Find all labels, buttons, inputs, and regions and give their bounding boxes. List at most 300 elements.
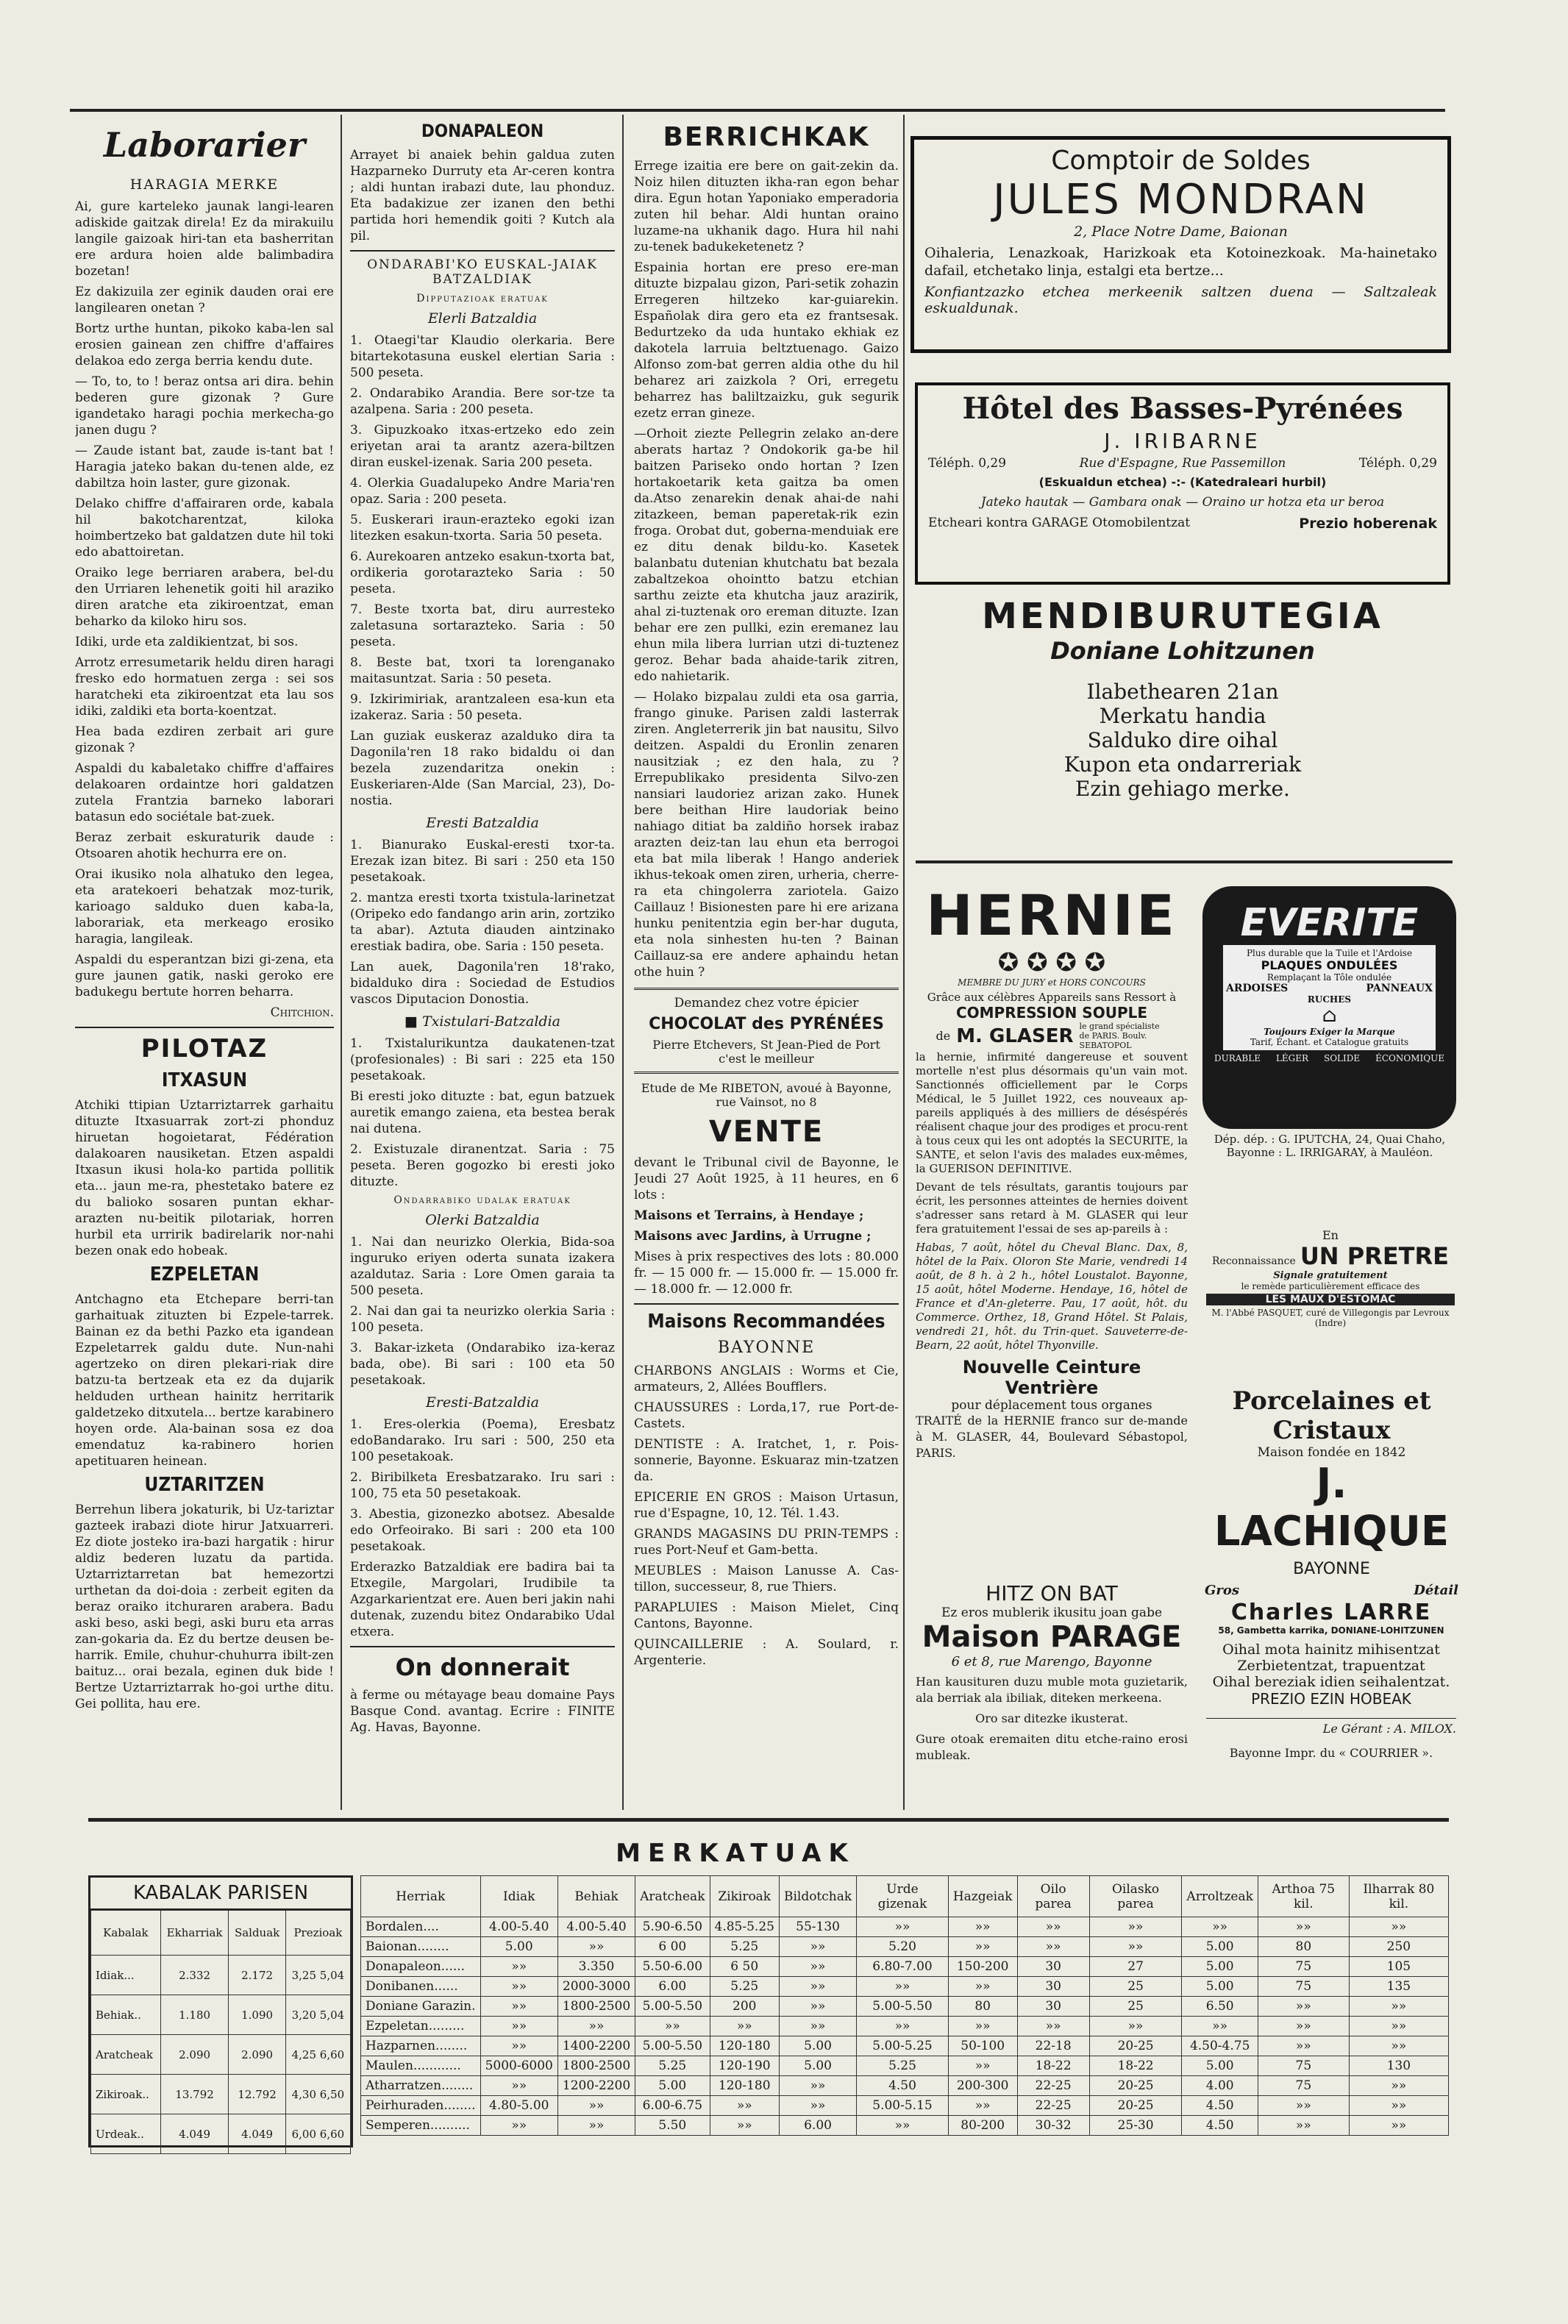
table-cell: 22-18: [1017, 2036, 1089, 2056]
list-item: 3. Gipuzkoako itxas-ertzeko edo zein eriyetan arai ta arantz azera-biltzen diran euskel-izenak. Saria 200 peseta.: [350, 423, 615, 470]
ad-text: Gros: [1205, 1583, 1239, 1598]
paragraph: Antchagno eta Etchepare berri-tan garhaituak zituzten bi Ezpele-tarrek. Bainan ez da bethi Pazko eta igandean Ezpeletarrek galdu dute. Nun-nahi agertzeko on diren plekari-riak dire batzu-ta bertzeak eta ez da dujarik helduden urthean hainitz herritarik galdetzeko ditxutela... bertze karabinero hoyen orde. Ala-bainan sosa ez doa emendatuz ka-rabinero horien apetituaren heinean.: [75, 1292, 334, 1469]
table-cell: 4.50: [857, 2076, 949, 2096]
table-cell: 5.00-5.25: [857, 2036, 949, 2056]
ad-text: Pierre Etchevers, St Jean-Pied de Port: [652, 1038, 880, 1052]
table-cell: 4.049: [160, 2114, 229, 2154]
ad-title: Hôtel des Basses-Pyrénées: [962, 391, 1403, 426]
table-cell: »»: [948, 2096, 1017, 2116]
paragraph: Maisons et Terrains, à Hendaye ;: [634, 1208, 864, 1223]
table-cell: »»: [948, 1977, 1017, 1997]
table-cell: 75: [1258, 2076, 1349, 2096]
divider: [916, 860, 1453, 863]
table-cell: »»: [779, 2076, 856, 2096]
table-cell: 4.00-5.40: [480, 1917, 557, 1937]
list-item: 5. Euskerari iraun-erazteko egoki izan litezken esakun-txorta. Saria 50 peseta.: [350, 513, 615, 543]
section-title: DONAPALEON: [421, 121, 544, 141]
table-cell: 5.25: [635, 2056, 710, 2076]
table-cell: »»: [1258, 2116, 1349, 2136]
table-cell: 4.80-5.00: [480, 2096, 557, 2116]
ad-text: Tarif, Échant. et Catalogue gratuits: [1250, 1037, 1409, 1047]
address: Rue d'Espagne, Rue Passemillon: [1079, 456, 1286, 471]
table-cell: 130: [1349, 2056, 1448, 2076]
column-donapaleon: [350, 118, 615, 1817]
sub-heading-label: Txistulari-Batzaldia: [422, 1013, 560, 1030]
list-item: MEUBLES : Maison Lanusse A. Cas-tillon, successeur, 8, rue Thiers.: [634, 1564, 899, 1594]
table-cell: »»: [1258, 2036, 1349, 2056]
ad-title: HITZ ON BAT: [986, 1581, 1118, 1605]
sub-heading: HARAGIA MERKE: [129, 177, 279, 193]
ad-text: Oihal bereziak idien seihalentzat.: [1212, 1674, 1450, 1690]
ad-text: 6 et 8, rue Marengo, Bayonne: [951, 1654, 1152, 1669]
list-item: 1. Nai dan neurizko Olerkia, Bida-soa inguruko eriyen oderta sunata izakera azaldutaz. Saria : Lore Omen garaia ta 500 peseta.: [350, 1235, 615, 1298]
ad-title: J. IRIBARNE: [1104, 429, 1261, 453]
table-cell: »»: [1017, 1917, 1089, 1937]
roof-icon: ⌂: [1322, 1005, 1337, 1027]
table-cell: »»: [1349, 2076, 1448, 2096]
column-header: Aratcheak: [635, 1876, 710, 1917]
ad-text: Merkatu handia: [1099, 704, 1266, 728]
list-item: 3. Bakar-izketa (Ondarabiko iza-keraz bada, obe). Bi sari : 100 eta 50 pesetakoak.: [350, 1341, 615, 1388]
ad-text: Oihal mota hainitz mihisentzat: [1222, 1642, 1440, 1658]
table-cell: 4,30 6,50: [285, 2075, 350, 2114]
ad-text: SOLIDE: [1324, 1053, 1361, 1063]
table-cell: 4.50-4.75: [1182, 2036, 1258, 2056]
table-body: [361, 1917, 1449, 2136]
table-cell: 5.00: [480, 1937, 557, 1957]
column-header: Oilo parea: [1017, 1876, 1089, 1917]
list-item: CHARBONS ANGLAIS : Worms et Cie, armateurs, 2, Allées Boufflers.: [634, 1364, 899, 1394]
sub-heading: ITXASUN: [161, 1069, 248, 1091]
table-cell: 250: [1349, 1937, 1448, 1957]
table-cell: 5.50-6.00: [635, 1957, 710, 1977]
signature: Chitchion.: [270, 1005, 334, 1020]
table-cell: »»: [557, 2096, 635, 2116]
paragraph: Orai ikusiko nola alhatuko den legea, eta aratekoeri behatzak moz-turik, karioago salduko duen kaba-la, laborariak, eta merkeago erosiko haragia, langileak.: [75, 867, 334, 947]
ad-text: Plus durable que la Tuile et l'Ardoise: [1246, 948, 1413, 958]
table-cell: »»: [948, 2056, 1017, 2076]
table-cell: »»: [710, 2096, 779, 2116]
table-cell: 22-25: [1017, 2076, 1089, 2096]
table-cell: »»: [557, 2116, 635, 2136]
table-cell: »»: [948, 1937, 1017, 1957]
ad-text: la hernie, infirmité dangereuse et souvent mortelle n'est plus désormais qu'un vain mot. Sanctionnés officiellement par le Corps Médical, le 5 Juillet 1922, ces nouveaux ap-pareils appliqués à des milliers de déséspérés réalisent chaque jour des prodiges et procu-rent à tous ceux qui les ont adoptés la SECURITE, la SANTE, et selon l'avis des malades eux-mêmes, la GUERISON DEFINITIVE.: [916, 1050, 1188, 1175]
table-row: [361, 2076, 1449, 2096]
table-cell: »»: [779, 1937, 856, 1957]
paragraph: — Zaude istant bat, zaude is-tant bat ! Haragia jateko bakan du-tenen alde, ez dabiltza hoin laster, gure gizonak.: [75, 443, 334, 491]
table-cell: 5.00: [779, 2036, 856, 2056]
ad-text: 2, Place Notre Dame, Baionan: [1074, 224, 1288, 240]
table-cell: 5.00-5.15: [857, 2096, 949, 2116]
table-cell: 2.090: [229, 2035, 285, 2075]
table-cell: 18-22: [1017, 2056, 1089, 2076]
ad-title: M. GLASER: [956, 1024, 1074, 1047]
list-item: 2. Nai dan gai ta neurizko olerkia Saria : 100 peseta.: [350, 1304, 615, 1335]
table-cell: Peirhuraden........: [361, 2096, 481, 2116]
sub-heading: Dipputazioak eratuak: [416, 293, 549, 304]
prices-table: [360, 1875, 1449, 2136]
table-row: [361, 1977, 1449, 1997]
etude-header: Etude de Me RIBETON, avoué à Bayonne, rue Vainsot, no 8: [641, 1081, 892, 1109]
ad-text: Signale gratuitement: [1273, 1270, 1388, 1281]
table-cell: 6.80-7.00: [857, 1957, 949, 1977]
list-item: 4. Olerkia Guadalupeko Andre Maria'ren opaz. Saria : 200 peseta.: [350, 476, 615, 507]
list-item: 9. Izkirimiriak, arantzaleen esa-kun eta izakeraz. Saria : 50 peseta.: [350, 692, 615, 723]
table-cell: 1.090: [229, 1995, 285, 2035]
column-header: Kabalak: [91, 1911, 161, 1956]
everite-depot: Dép. dép. : G. IPUTCHA, 24, Quai Chaho, Bayonne : L. IRRIGARAY, à Mauléon.: [1214, 1133, 1446, 1159]
table-cell: »»: [857, 2017, 949, 2036]
table-cell: 18-22: [1089, 2056, 1182, 2076]
ad-text: de: [936, 1029, 951, 1043]
table-cell: 6,00 6,60: [285, 2114, 350, 2154]
table-cell: 30: [1017, 1977, 1089, 1997]
table-cell: 25: [1089, 1997, 1182, 2017]
ad-text: le grand spécialiste de PARIS. Boulv. SEBATOPOL: [1079, 1022, 1160, 1050]
table-cell: »»: [1349, 2036, 1448, 2056]
ad-title: Nouvelle Ceinture Ventrière: [962, 1357, 1141, 1398]
mondran-ad: [910, 136, 1451, 353]
table-cell: 75: [1258, 1977, 1349, 1997]
table-cell: 5.00: [635, 2076, 710, 2096]
column-divider: [341, 115, 342, 1810]
mendiburutegia-ad: [910, 596, 1455, 860]
table-cell: Donapaleon......: [361, 1957, 481, 1977]
table-cell: 30: [1017, 1997, 1089, 2017]
ad-text: Salduko dire oihal: [1087, 728, 1278, 752]
list-item: 2. mantza eresti txorta txistula-larinetzat (Oripeko edo fandango arin arin, zortziko ta abar). Aztuta diauden aintzinako erestiak badira, obe. Saria : 150 peseta.: [350, 891, 615, 954]
ad-text: Bayonne Impr. du « COURRIER ».: [1229, 1746, 1433, 1760]
paragraph: Ai, gure karteleko jaunak langi-learen adiskide gaitzak direla! Ez da mirakuilu langile gaizoak hiri-tan eta basherritan ere ardura hoien alde balimbadira bozetan!: [75, 199, 334, 279]
ad-text: c'est le meilleur: [719, 1052, 814, 1066]
ad-text: LÉGER: [1275, 1053, 1309, 1063]
table-cell: »»: [1182, 1917, 1258, 1937]
ad-text: Konfiantzazko etchea merkeenik saltzen duena — Saltzaleak eskualdunak.: [924, 284, 1437, 316]
ad-title: HERNIE: [926, 883, 1177, 948]
table-cell: 12.792: [229, 2075, 285, 2114]
ad-text: Prezio hoberenak: [1299, 516, 1437, 532]
paragraph: Erderazko Batzaldiak ere badira bai ta Etxegile, Margolari, Irudibile ta Azgarkarientzat ere. Auen beri jakin nahi dutenak, zuzendu bitez Ondarabiko Udal etxera.: [350, 1560, 615, 1639]
divider: [350, 250, 615, 252]
everite-panel: [1223, 945, 1436, 1050]
ad-text: En: [1322, 1228, 1339, 1242]
table-cell: 5.00: [779, 2056, 856, 2076]
everite-corners: [1202, 1050, 1456, 1066]
paragraph: Maisons avec Jardins, à Urrugne ;: [634, 1229, 872, 1244]
table-cell: 13.792: [160, 2075, 229, 2114]
table-cell: »»: [1089, 2017, 1182, 2036]
paragraph: Berrehun libera jokaturik, bi Uz-tariztar gazteek irabazi diote hirur Jatxuarreri. Ez diote josteko ira-bazi hargatik : hirur aldiz bederen luzatu da partida. Uztarriztarretan bat hemezortzi urthetan da doi-doia : zerbeit egiten da beraz oraiko itchuraren arabera. Badu aski beso, aski begi, aski buru eta arras zan-gokaria da. Ez du bertze deusen be-harrik. Emile, chuhur-chuhurra ibilt-zen baituz... orai bezala, eginen duk bide ! Bertze Uztarriztarrak ho-goi urthe ditu. Gei pollita, hau ere.: [75, 1503, 334, 1711]
list-item: 2. Biribilketa Eresbatzarako. Iru sari : 100, 75 eta 50 pesetakoak.: [350, 1470, 615, 1501]
column-header: Behiak: [557, 1876, 635, 1917]
table-cell: 1800-2500: [557, 1997, 635, 2017]
paragraph: Hea bada ezdiren zerbait ari gure gizonak ?: [75, 724, 334, 755]
table-cell: »»: [1258, 2017, 1349, 2036]
section-title: BERRICHKAK: [663, 122, 870, 152]
larre-ad: [1206, 1600, 1456, 1806]
table-cell: »»: [1089, 1917, 1182, 1937]
table-cell: 6.50: [1182, 1997, 1258, 2017]
paragraph: Arrotz erresumetarik heldu diren haragi fresko edo hormatuen zerga : sei sos haratcheki eta zikiroentzat eta lau sos idiki, zaldiki eta borta-koentzat.: [75, 655, 334, 719]
table-cell: 5.00-5.50: [635, 1997, 710, 2017]
table-cell: 5000-6000: [480, 2056, 557, 2076]
table-cell: 6.00: [635, 1977, 710, 1997]
ad-text: TRAITÉ de la HERNIE franco sur de-mande à M. GLASER, 44, Boulevard Sébastopol, PARIS.: [916, 1414, 1188, 1460]
table-cell: Baionan........: [361, 1937, 481, 1957]
table-cell: 2.172: [229, 1956, 285, 1995]
ad-text: MEMBRE DU JURY et HORS CONCOURS: [958, 977, 1146, 988]
list-item: 1. Bianurako Euskal-eresti txor-ta. Erezak izan bitez. Bi sari : 250 eta 150 pesetakoak.: [350, 838, 615, 885]
table-cell: »»: [480, 2036, 557, 2056]
list-item: 2. Existuzale diranentzat. Saria : 75 peseta. Beren gogozko bi eresti joko dituzte.: [350, 1142, 615, 1189]
table-header: [361, 1876, 1449, 1917]
ad-title: J. LACHIQUE: [1214, 1460, 1450, 1555]
ad-title: On donnerait: [395, 1653, 570, 1681]
table-cell: 5.00: [1182, 2056, 1258, 2076]
ad-text: LES MAUX D'ESTOMAC: [1206, 1294, 1455, 1305]
table-cell: 5.25: [710, 1937, 779, 1957]
table-cell: »»: [1089, 1937, 1182, 1957]
ad-text: Ezin gehiago merke.: [1075, 777, 1290, 801]
table-cell: 5.90-6.50: [635, 1917, 710, 1937]
table-row: [361, 1917, 1449, 1937]
table-cell: Ezpeletan.........: [361, 2017, 481, 2036]
list-item: 1. Txistalurikuntza daukatenen-tzat (profesionales) : Bi sari : 225 eta 150 pesetakoak.: [350, 1036, 615, 1083]
hernie-ad: [916, 883, 1188, 1493]
list-item: 1. Otaegi'tar Klaudio olerkaria. Bere bitartekotasuna euskel elertian Saria : 500 peseta.: [350, 333, 615, 380]
table-row: [361, 1997, 1449, 2017]
table-cell: »»: [1258, 1997, 1349, 2017]
table-cell: Urdeak..: [91, 2114, 161, 2154]
list-item: PARAPLUIES : Maison Mielet, Cinq Cantons, Bayonne.: [634, 1600, 899, 1631]
table-cell: 5.25: [857, 2056, 949, 2076]
sub-heading: Olerki Batzaldia: [425, 1212, 540, 1228]
ad-text: Détail: [1414, 1583, 1458, 1598]
table-cell: 5.20: [857, 1937, 949, 1957]
list-item: DENTISTE : A. Iratchet, 1, r. Pois-sonnerie, Bayonne. Eskuaraz min-tzatzen da.: [634, 1437, 899, 1484]
column-laborarier: [75, 118, 334, 1817]
table-cell: »»: [1258, 2096, 1349, 2116]
ad-text: Maison fondée en 1842: [1257, 1445, 1406, 1460]
ad-title: JULES MONDRAN: [993, 176, 1369, 224]
ad-text: Han kausituren duzu muble mota guzietarik, ala berriak ala ibiliak, diteken merkeena.: [916, 1675, 1188, 1705]
list-item: GRANDS MAGASINS DU PRIN-TEMPS : rues Port-Neuf et Gam-betta.: [634, 1527, 899, 1558]
table-cell: 75: [1258, 1957, 1349, 1977]
paragraph: Lan guziak euskeraz azalduko dira ta Dagonila'ren 18 rako bidaldu oi dan bezela zuzendaritza onekin : Euskeriaren-Alde (San Marcial, 23), Do-nostia.: [350, 729, 615, 808]
list-item: 6. Aurekoaren antzeko esakun-txorta bat, ordikeria gorotarazteko Saria : 50 peseta.: [350, 549, 615, 596]
table-cell: Aratcheak: [91, 2035, 161, 2075]
column-header: Oilasko parea: [1089, 1876, 1182, 1917]
sub-heading: Eresti Batzaldia: [426, 815, 539, 831]
lachique-ad: [1205, 1386, 1458, 1598]
ad-text: M. l'Abbé PASQUET, curé de Villegongis par Levroux (Indre): [1211, 1308, 1450, 1328]
table-cell: »»: [948, 2017, 1017, 2036]
column-divider: [903, 115, 905, 1810]
table-cell: 22-25: [1017, 2096, 1089, 2116]
table-cell: 30-32: [1017, 2116, 1089, 2136]
prices-table-box: [360, 1875, 1449, 2147]
ad-title: Porcelaines et Cristaux: [1232, 1386, 1431, 1445]
table-cell: 6 50: [710, 1957, 779, 1977]
paragraph: devant le Tribunal civil de Bayonne, le Jeudi 27 Août 1925, à 11 heures, en 6 lots :: [634, 1155, 899, 1202]
parage-ad: [916, 1581, 1188, 1806]
merkatuak-rule: [88, 1818, 1449, 1822]
list-item: QUINCAILLERIE : A. Soulard, r. Argenterie.: [634, 1637, 899, 1668]
table-cell: 75: [1258, 2056, 1349, 2076]
table-row: [91, 1956, 351, 1995]
ad-title: Charles LARRE: [1230, 1600, 1432, 1625]
lachique-footer: [1205, 1583, 1458, 1598]
ad-text: Devant de tels résultats, garantis toujours par écrit, les personnes atteintes de hernies doivent s'adresser sans retard à M. GLASER qui leur fera gratuitement l'essai de ses ap-pareils à :: [916, 1180, 1188, 1236]
sub-heading: Elerli Batzaldia: [427, 310, 538, 327]
ad-text: Gure otoak eremaiten ditu etche-raino erosi mubleak.: [916, 1732, 1188, 1762]
table-row: [361, 1937, 1449, 1957]
table-cell: 20-25: [1089, 2096, 1182, 2116]
ad-text: PLAQUES ONDULÉES: [1261, 958, 1398, 972]
column-header: Hazgeiak: [948, 1876, 1017, 1917]
paragraph: Lan auek, Dagonila'ren 18'rako, bidalduko dira : Sociedad de Estudios vascos Diputacion Donostia.: [350, 960, 615, 1007]
ad-title: Comptoir de Soldes: [1051, 146, 1311, 176]
hotel-phones: [928, 456, 1437, 471]
ad-text: 58, Gambetta karrika, DONIANE-LOHITZUNEN: [1218, 1625, 1444, 1636]
table-cell: 120-190: [710, 2056, 779, 2076]
table-cell: »»: [1017, 1937, 1089, 1957]
hotel-ad: [915, 382, 1450, 585]
table-cell: Behiak..: [91, 1995, 161, 2035]
column-header: Salduak: [229, 1911, 285, 1956]
ad-title: UN PRETRE: [1300, 1242, 1449, 1270]
table-cell: Doniane Garazin.: [361, 1997, 481, 2017]
sub-heading: BAYONNE: [717, 1339, 816, 1357]
table-cell: 20-25: [1089, 2076, 1182, 2096]
table-cell: »»: [557, 2017, 635, 2036]
table-cell: 6 00: [635, 1937, 710, 1957]
table-cell: 4.50: [1182, 2096, 1258, 2116]
ad-text: ARDOISES: [1226, 983, 1289, 994]
paragraph: Aspaldi du esperantzan bizi gi-zena, eta gure jaunen gatik, naski geroko ere badukegu bertute horren beharra.: [75, 952, 334, 999]
divider: [634, 1303, 899, 1305]
paragraph: Beraz zerbait eskuraturik daude : Otsoaren ahotik hechurra ere on.: [75, 830, 334, 861]
table-row: [361, 2096, 1449, 2116]
ad-title: Maison PARAGE: [922, 1620, 1182, 1654]
paragraph: —Orhoit ziezte Pellegrin zelako an-dere aberats hartaz ? Ondokorik ga-be hil baitzen Pariseko ondo hortan ? Izen hortakoetarik keta gaitza ba omen da.Atso zenarekin denak ahai-de nahi zitazkeen, beman paperetak-rik ezin froga. Orobat dut, goberna-menduiak ere ez ditu denak bildu-ko. Kasetek balanbatu dutenian khutchatu bat bezala zabaltzekoa ohointto batzu etchian sarthu zeizte eta khutcha jauz arazirik, ahal zi-tuztenak oro ereman dituzte. Izan behar ere zen pullki, ezin eremanez lau ehun mila libera lurrian utzi di-tuztenez geroz. Behar bada ahaide-tarik zitren, edo nahietarik.: [634, 427, 899, 684]
table-cell: 5.00-5.50: [635, 2036, 710, 2056]
table-cell: 4,25 6,60: [285, 2035, 350, 2075]
table-cell: 5.00: [1182, 1977, 1258, 1997]
table-cell: Zikiroak..: [91, 2075, 161, 2114]
square-icon: ■: [405, 1013, 422, 1030]
paragraph: — Holako bizpalau zuldi eta osa garria, frango ginuke. Parisen zaldi lasterrak ziren. Angleterrerik jin bat nausitu, Silvo deitzen. Aspaldi du Eronlin zenaren nausitziak ; ez den hala, zu ? Errepublikako presidenta Silvo-zen nansiari laudoriez arizan zako. Hunek bere beithan Hire laudoriak beino nahiago ditiat ba zaldiño horsek irabaz arazten deiz-tan lau ehun eta berrogoi eta bat mila liberak ! Hango anderiek ikhus-tekoak omen ziren, urheria, cherre-ra eta chingolerra zariotela. Gaizo Caillauz ! Bisionesten pare hi ere arizana hunku penitentzia egin ber-har duguta, eta nola sinhesten hu-ten ? Bainan Caillauz-sa ere andere aphaindu hetan othe huin ?: [634, 690, 899, 980]
paragraph: Mises à prix respectives des lots : 80.000 fr. — 15 000 fr. — 15.000 fr. — 15.000 fr. — 18.000 fr. — 12.000 fr.: [634, 1250, 899, 1297]
ad-text: Toujours Exiger la Marque: [1264, 1027, 1395, 1037]
ad-title: CHOCOLAT des PYRÉNÉES: [649, 1015, 884, 1033]
table-cell: »»: [710, 2017, 779, 2036]
paris-table: [90, 1910, 351, 2154]
table-cell: 5.50: [635, 2116, 710, 2136]
column-header: Idiak: [480, 1876, 557, 1917]
table-cell: Bordalen....: [361, 1917, 481, 1937]
table-cell: 1200-2200: [557, 2076, 635, 2096]
vente-title: VENTE: [708, 1115, 824, 1149]
paragraph: Arrayet bi anaiek behin galdua zuten Hazparneko Durruty eta Ar-ceren kontra ; aldi huntan irabazi dute, lau phonduz. Eta badakizue zer izanen den bethi partida hori hemendik goiti ? Kutch ala pil.: [350, 148, 615, 243]
table-cell: Hazparnen........: [361, 2036, 481, 2056]
paragraph: Atchiki ttipian Uztarriztarrek garhaitu dituzte Itxasuarrak zort-zi phonduz hiruetan hogoietarat, Fédération dalakoaren nausiketan. Etzen aspaldi Itxasun ikusi hola-ko partida pollitik eta... jaun me-ra, phestetako batere ez du balioko sosaren puntan ekhar-arazten nu-beitik pilotariak, horren hurbil eta urririk badirelarik nor-nahi bezen onak edo hobeak.: [75, 1098, 334, 1258]
table-cell: 30: [1017, 1957, 1089, 1977]
table-cell: »»: [1349, 1997, 1448, 2017]
column-header: Prezioak: [285, 1911, 350, 1956]
table-cell: »»: [779, 1977, 856, 1997]
column-header: Herriak: [361, 1876, 481, 1917]
ad-text: Demandez chez votre épicier: [674, 996, 859, 1010]
table-cell: 4.50: [1182, 2116, 1258, 2136]
ad-text: ÉCONOMIQUE: [1375, 1053, 1444, 1063]
table-row: [361, 1957, 1449, 1977]
table-row: [91, 2035, 351, 2075]
ad-text: Reconnaissance: [1212, 1255, 1296, 1267]
table-cell: 20-25: [1089, 2036, 1182, 2056]
ad-text: BAYONNE: [1293, 1560, 1370, 1578]
ad-text: Jateko hautak — Gambara onak — Oraino ur hotza eta ur beroa: [980, 495, 1385, 510]
table-cell: 5.00: [1182, 1937, 1258, 1957]
table-cell: 2000-3000: [557, 1977, 635, 1997]
table-cell: 3,20 5,04: [285, 1995, 350, 2035]
pretre-ad: [1206, 1228, 1455, 1353]
paragraph: Errege izaitia ere bere on gait-zekin da. Noiz hilen dituzten ikha-ran egon behar dira. Egun hotan Yaponiako emperadoria zuten hil behar. Aldi huntan oraino luzame-na ukhanik dago. Hura hil nahi zu-tenek badukeketenetz ?: [634, 159, 899, 254]
paragraph: Ez dakizuila zer eginik dauden orai ere langilearen onetan ?: [75, 285, 334, 316]
table-cell: 80: [948, 1997, 1017, 2017]
column-header: Bildotchak: [779, 1876, 856, 1917]
sub-heading: Ondarrabiko udalak eratuak: [393, 1194, 571, 1206]
table-cell: 1.180: [160, 1995, 229, 2035]
column-header: Zikiroak: [710, 1876, 779, 1917]
section-title: Laborarier: [103, 125, 306, 165]
ad-text: pour déplacement tous organes: [951, 1398, 1152, 1413]
table-cell: 55-130: [779, 1917, 856, 1937]
table-cell: 5.25: [710, 1977, 779, 1997]
divider: [350, 1646, 615, 1647]
table-cell: 5.00-5.50: [857, 1997, 949, 2017]
phone: Téléph. 0,29: [928, 456, 1007, 471]
paragraph: Aspaldi du kabaletako chiffre d'affaires delakoaren ordaintze hori galdatzen zutela Frantzia barneko laborari batasun edo sociétale bat-zuek.: [75, 761, 334, 824]
list-item: 7. Beste txorta bat, diru aurresteko zaletasuna sortarazteko. Saria : 50 peseta.: [350, 602, 615, 649]
medals-icon: ✪ ✪ ✪ ✪: [997, 948, 1106, 977]
table-cell: 135: [1349, 1977, 1448, 1997]
ad-text: DURABLE: [1214, 1053, 1261, 1063]
table-row: [361, 2036, 1449, 2056]
ad-text: (Eskualdun etchea) -:- (Katedraleari hurbil): [1038, 475, 1327, 489]
paragraph: Oraiko lege berriaren arabera, bel-du den Urriaren lehenetik goiti hil araziko diren aratche eta zikiroentzat, eman beharko da kiloko hiru sos.: [75, 566, 334, 629]
table-row: [91, 1995, 351, 2035]
ad-text: PREZIO EZIN HOBEAK: [1251, 1690, 1411, 1708]
table-cell: »»: [480, 2076, 557, 2096]
table-cell: Semperen..........: [361, 2116, 481, 2136]
table-cell: 5.00: [1182, 1957, 1258, 1977]
merkatuak-title: MERKATUAK: [616, 1839, 855, 1868]
table-row: [361, 2116, 1449, 2136]
list-item: 1. Eres-olerkia (Poema), Eresbatz edoBandarako. Iru sari : 500, 250 eta 100 pesetakoak.: [350, 1417, 615, 1464]
paris-title: KABALAK PARISEN: [90, 1878, 351, 1910]
table-cell: »»: [1258, 1917, 1349, 1937]
table-cell: »»: [1349, 2017, 1448, 2036]
sub-heading: [350, 1013, 615, 1030]
pretre-title: [1206, 1242, 1455, 1270]
everite-row: [1226, 983, 1433, 994]
ad-text: RUCHES: [1307, 994, 1352, 1005]
sub-heading: EZPELETAN: [149, 1263, 260, 1286]
ad-text: Habas, 7 août, hôtel du Cheval Blanc. Dax, 8, hôtel de la Paix. Oloron Ste Marie, vendredi 14 août, de 8 h. à 2 h., hôtel Loustalot. Bayonne, 15 août, hôtel Moderne. Hendaye, 16, hôtel de France et d'An-gleterre. Pau, 17 août, hôt. du Commerce. Orthez, 18, Grand Hôtel. St Palais, vendredi 21, hôt. du Trin-quet. Sauveterre-de-Bearn, 22 août, hôtel Thyonville.: [916, 1241, 1188, 1352]
table-cell: 2.090: [160, 2035, 229, 2075]
table-row: [91, 2114, 351, 2154]
